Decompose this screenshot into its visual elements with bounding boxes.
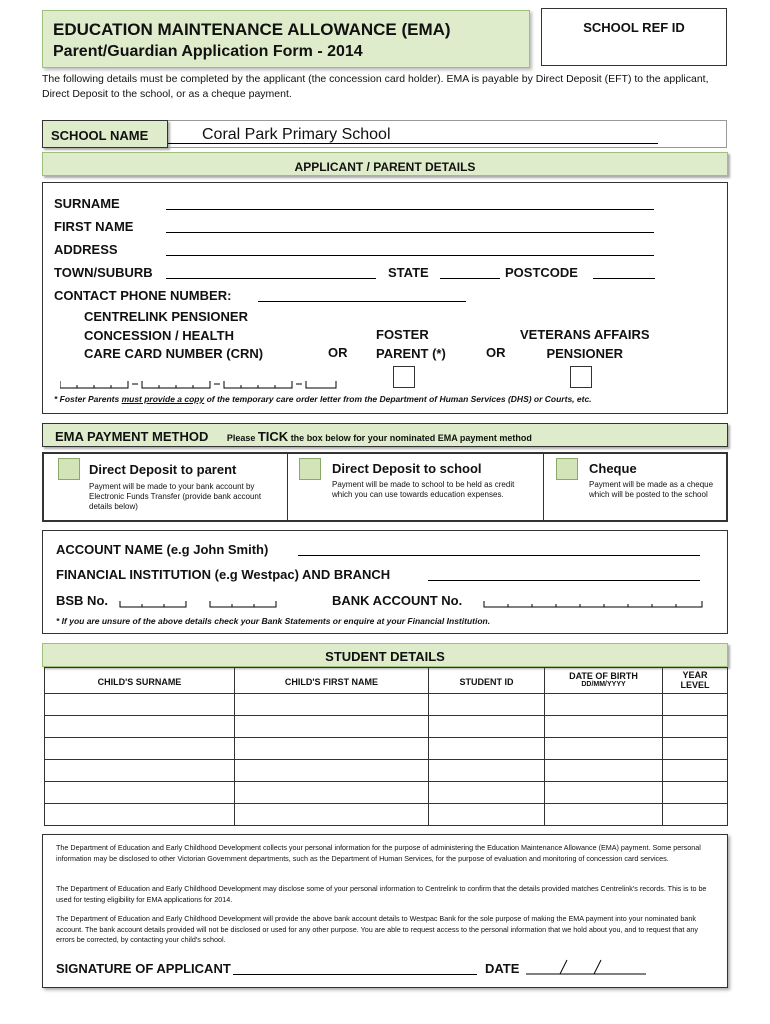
student-table-header bbox=[45, 668, 728, 694]
surname-field[interactable] bbox=[166, 209, 654, 210]
account-name-field[interactable] bbox=[298, 555, 700, 556]
option-cheque-title: Cheque bbox=[589, 461, 637, 476]
bank-note: * If you are unsure of the above details check your Bank Statements or enquire at your Financial Institution. bbox=[56, 616, 491, 626]
state-field[interactable] bbox=[440, 278, 500, 279]
town-field[interactable] bbox=[166, 278, 376, 279]
institution-field[interactable] bbox=[428, 580, 700, 581]
school-name-field[interactable] bbox=[168, 120, 727, 148]
col-first-name: CHILD'S FIRST NAME bbox=[235, 668, 429, 694]
col-student-id: STUDENT ID bbox=[429, 668, 545, 694]
table-row[interactable] bbox=[45, 694, 728, 716]
bsb-label: BSB No. bbox=[56, 593, 108, 608]
date-label: DATE bbox=[485, 961, 520, 976]
account-no-field[interactable] bbox=[482, 596, 704, 608]
state-label: STATE bbox=[388, 265, 429, 280]
form-subtitle: Parent/Guardian Application Form - 2014 bbox=[53, 43, 363, 60]
col-year-level: YEAR LEVEL bbox=[663, 668, 728, 694]
bsb-field[interactable] bbox=[118, 596, 278, 608]
privacy-paragraph-1: The Department of Education and Early Childhood Development collects your personal information for the purpose of administering the Education Maintenance Allowance (EMA) payment. Some personal information may be disclosed to other Victorian Government departments, such as the Department of Human Services, for the purpose of evaluation and monitoring of concession card services. bbox=[56, 843, 701, 863]
table-row[interactable] bbox=[45, 716, 728, 738]
signature-field[interactable] bbox=[233, 974, 477, 975]
foster-parent-checkbox[interactable] bbox=[393, 366, 415, 388]
col-surname: CHILD'S SURNAME bbox=[45, 668, 235, 694]
payment-instruction: Please TICK the box below for your nominated EMA payment method bbox=[226, 429, 532, 444]
school-name-value: Coral Park Primary School bbox=[202, 126, 391, 143]
applicant-section-header bbox=[42, 152, 728, 176]
crn-number-field[interactable] bbox=[60, 376, 340, 386]
address-label: ADDRESS bbox=[54, 242, 118, 257]
surname-label: SURNAME bbox=[54, 196, 120, 211]
crn-digit-boxes bbox=[60, 379, 340, 389]
table-row[interactable] bbox=[45, 760, 728, 782]
intro-text: The following details must be completed by the applicant (the concession card holder). EMA is payable by Direct Deposit (EFT) to the applicant, Direct Deposit to the school, or as a cheque payment. bbox=[42, 73, 709, 100]
or-label-1: OR bbox=[328, 345, 348, 360]
school-name-label: SCHOOL NAME bbox=[51, 128, 149, 143]
table-row[interactable] bbox=[45, 782, 728, 804]
applicant-section-title: APPLICANT / PARENT DETAILS bbox=[294, 160, 476, 174]
veterans-label: VETERANS AFFAIRS PENSIONER bbox=[520, 327, 650, 361]
account-name-label: ACCOUNT NAME (e.g John Smith) bbox=[56, 542, 269, 557]
direct-deposit-school-checkbox[interactable] bbox=[299, 458, 321, 480]
bsb-digit-boxes bbox=[118, 597, 278, 609]
option-cheque-desc: Payment will be made as a cheque which will be posted to the school bbox=[589, 480, 714, 499]
town-label: TOWN/SUBURB bbox=[54, 265, 153, 280]
student-section-header bbox=[42, 643, 728, 667]
school-ref-box[interactable] bbox=[541, 8, 727, 66]
form-title-box bbox=[42, 10, 530, 68]
crn-label: CENTRELINK PENSIONER CONCESSION / HEALTH CARE CARD NUMBER (CRN) bbox=[84, 309, 264, 361]
option-school-desc: Payment will be made to school to be held as credit which you can use towards education expenses. bbox=[332, 480, 515, 499]
privacy-paragraph-3: The Department of Education and Early Childhood Development will provide the above bank account details to Westpac Bank for the sole purpose of making the EMA payment into your nominated bank account. The bank account details provided will not be disclosed or used for any other purpose. You are able to request access to the personal information that we hold about you, and to request that any errors be corrected, by contacting your child's school. bbox=[56, 914, 698, 944]
or-label-2: OR bbox=[486, 345, 506, 360]
account-digit-boxes bbox=[482, 597, 704, 609]
option-parent-title: Direct Deposit to parent bbox=[89, 462, 237, 477]
option-parent-desc: Payment will be made to your bank account by Electronic Funds Transfer (provide bank account details below) bbox=[89, 482, 262, 511]
form-title: EDUCATION MAINTENANCE ALLOWANCE (EMA) bbox=[53, 20, 451, 39]
student-section-title: STUDENT DETAILS bbox=[325, 649, 445, 664]
date-field[interactable] bbox=[526, 958, 646, 976]
option-school-title: Direct Deposit to school bbox=[332, 461, 482, 476]
account-no-label: BANK ACCOUNT No. bbox=[332, 593, 463, 608]
col-dob: DATE OF BIRTH DD/MM/YYYY bbox=[545, 668, 663, 694]
foster-note: * Foster Parents must provide a copy of the temporary care order letter from the Department of Human Services (DHS) or Courts, etc. bbox=[54, 394, 592, 404]
veterans-pensioner-checkbox[interactable] bbox=[570, 366, 592, 388]
payment-section-header bbox=[42, 423, 728, 447]
school-name-label-box bbox=[42, 120, 168, 148]
school-ref-label: SCHOOL REF ID bbox=[583, 20, 685, 35]
cheque-checkbox[interactable] bbox=[556, 458, 578, 480]
direct-deposit-parent-checkbox[interactable] bbox=[58, 458, 80, 480]
address-field[interactable] bbox=[166, 255, 654, 256]
foster-parent-label: FOSTER PARENT (*) bbox=[376, 327, 446, 361]
payment-section-title: EMA PAYMENT METHOD bbox=[55, 429, 209, 444]
postcode-field[interactable] bbox=[593, 278, 655, 279]
date-separators bbox=[526, 958, 646, 976]
phone-label: CONTACT PHONE NUMBER: bbox=[54, 288, 232, 303]
table-row[interactable] bbox=[45, 738, 728, 760]
institution-label: FINANCIAL INSTITUTION (e.g Westpac) AND BRANCH bbox=[56, 567, 391, 582]
first-name-field[interactable] bbox=[166, 232, 654, 233]
first-name-label: FIRST NAME bbox=[54, 219, 134, 234]
table-row[interactable] bbox=[45, 804, 728, 826]
student-table bbox=[44, 667, 728, 826]
privacy-paragraph-2: The Department of Education and Early Childhood Development may disclose some of your personal information to Centrelink to confirm that the details provided matches Centrelink's records. This is to be used for testing eligibility for EMA applications for 2014. bbox=[56, 884, 707, 904]
postcode-label: POSTCODE bbox=[505, 265, 578, 280]
signature-label: SIGNATURE OF APPLICANT bbox=[56, 961, 231, 976]
phone-field[interactable] bbox=[258, 301, 466, 302]
